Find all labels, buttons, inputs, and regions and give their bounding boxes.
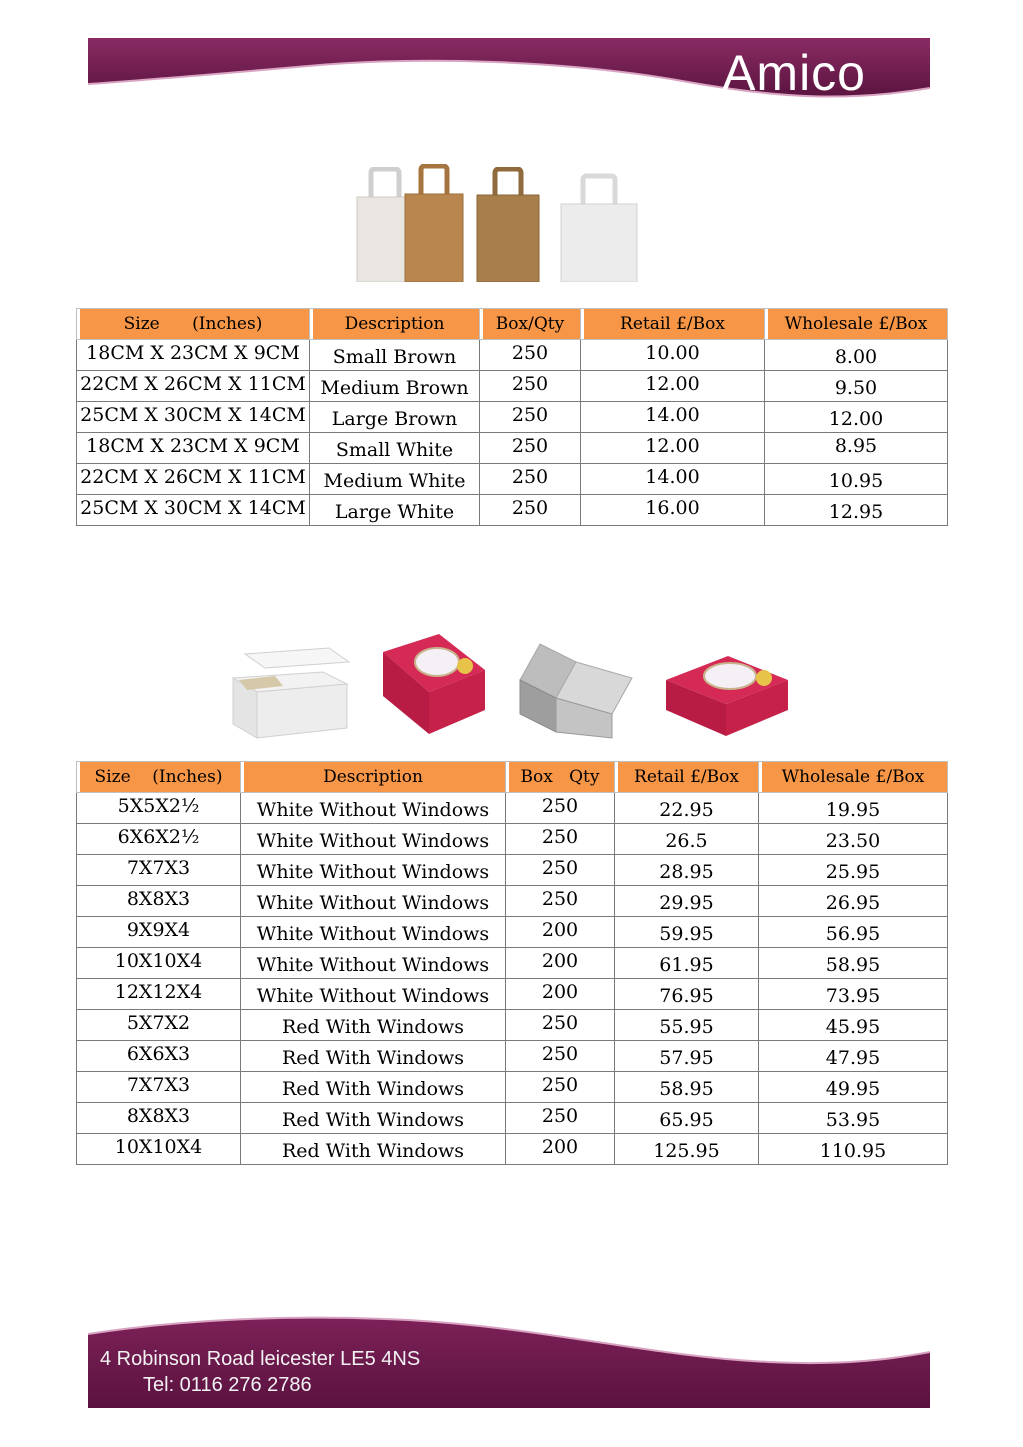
description-cell: Red With Windows xyxy=(241,1103,506,1134)
retail-cell: 55.95 xyxy=(615,1010,759,1041)
qty-cell: 200 xyxy=(506,979,615,1010)
table-row xyxy=(77,917,948,948)
table-row xyxy=(77,886,948,917)
retail-column-header: Retail £/Box xyxy=(615,762,759,793)
retail-cell: 22.95 xyxy=(615,793,759,824)
retail-cell: 14.00 xyxy=(581,402,765,433)
size-cell: 10X10X4 xyxy=(77,948,241,979)
qty-column-header: Box Qty xyxy=(506,762,615,793)
size-cell: 25CM X 30CM X 14CM xyxy=(77,495,310,526)
boxes-price-table xyxy=(76,761,948,1165)
retail-cell: 58.95 xyxy=(615,1072,759,1103)
wholesale-cell: 12.00 xyxy=(765,402,948,433)
wholesale-cell: 9.50 xyxy=(765,371,948,402)
retail-cell: 61.95 xyxy=(615,948,759,979)
qty-cell: 200 xyxy=(506,1134,615,1165)
wholesale-cell: 73.95 xyxy=(759,979,948,1010)
size-cell: 8X8X3 xyxy=(77,1103,241,1134)
footer-address: 4 Robinson Road leicester LE5 4NS xyxy=(100,1348,421,1370)
description-column-header: Description xyxy=(310,309,480,340)
qty-cell: 250 xyxy=(480,464,581,495)
retail-cell: 65.95 xyxy=(615,1103,759,1134)
qty-cell: 250 xyxy=(480,402,581,433)
bags-gallery xyxy=(355,160,665,282)
boxes-gallery xyxy=(225,622,810,740)
size-cell: 6X6X3 xyxy=(77,1041,241,1072)
size-cell: 18CM X 23CM X 9CM xyxy=(77,433,310,464)
retail-cell: 125.95 xyxy=(615,1134,759,1165)
retail-cell: 57.95 xyxy=(615,1041,759,1072)
wholesale-cell: 56.95 xyxy=(759,917,948,948)
table-row xyxy=(77,1103,948,1134)
description-cell: Red With Windows xyxy=(241,1041,506,1072)
footer-banner xyxy=(88,1312,930,1408)
paper-bag-brown-icon xyxy=(403,164,465,282)
qty-cell: 250 xyxy=(480,433,581,464)
qty-cell: 250 xyxy=(506,824,615,855)
qty-cell: 250 xyxy=(506,1103,615,1134)
size-cell: 10X10X4 xyxy=(77,1134,241,1165)
size-cell: 22CM X 26CM X 11CM xyxy=(77,464,310,495)
wholesale-cell: 45.95 xyxy=(759,1010,948,1041)
size-cell: 25CM X 30CM X 14CM xyxy=(77,402,310,433)
retail-cell: 76.95 xyxy=(615,979,759,1010)
paper-bag-brown-icon xyxy=(475,167,541,282)
qty-cell: 250 xyxy=(506,886,615,917)
retail-cell: 12.00 xyxy=(581,371,765,402)
table-row xyxy=(77,1010,948,1041)
size-cell: 7X7X3 xyxy=(77,855,241,886)
table-row xyxy=(77,402,948,433)
size-cell: 9X9X4 xyxy=(77,917,241,948)
table-row xyxy=(77,464,948,495)
retail-cell: 12.00 xyxy=(581,433,765,464)
wholesale-cell: 12.95 xyxy=(765,495,948,526)
red-window-box-icon xyxy=(662,650,792,740)
description-cell: Red With Windows xyxy=(241,1010,506,1041)
retail-column-header: Retail £/Box xyxy=(581,309,765,340)
table-row xyxy=(77,433,948,464)
description-cell: White Without Windows xyxy=(241,917,506,948)
wholesale-column-header: Wholesale £/Box xyxy=(765,309,948,340)
table-header-row xyxy=(77,309,948,340)
description-cell: White Without Windows xyxy=(241,886,506,917)
white-cake-box-icon xyxy=(225,640,355,740)
wholesale-cell: 26.95 xyxy=(759,886,948,917)
description-column-header: Description xyxy=(241,762,506,793)
description-cell: Medium Brown xyxy=(310,371,480,402)
size-cell: 12X12X4 xyxy=(77,979,241,1010)
wholesale-cell: 53.95 xyxy=(759,1103,948,1134)
table-row xyxy=(77,793,948,824)
retail-cell: 28.95 xyxy=(615,855,759,886)
description-cell: White Without Windows xyxy=(241,824,506,855)
qty-cell: 250 xyxy=(480,371,581,402)
retail-cell: 29.95 xyxy=(615,886,759,917)
table-row xyxy=(77,824,948,855)
table-row xyxy=(77,948,948,979)
paper-bag-white-icon xyxy=(559,172,639,282)
table-header-row xyxy=(77,762,948,793)
retail-cell: 10.00 xyxy=(581,340,765,371)
wholesale-cell: 49.95 xyxy=(759,1072,948,1103)
table-row xyxy=(77,1041,948,1072)
qty-cell: 250 xyxy=(480,340,581,371)
description-cell: Medium White xyxy=(310,464,480,495)
qty-cell: 250 xyxy=(506,1072,615,1103)
size-cell: 5X5X2½ xyxy=(77,793,241,824)
qty-cell: 250 xyxy=(506,855,615,886)
size-cell: 8X8X3 xyxy=(77,886,241,917)
wholesale-cell: 8.00 xyxy=(765,340,948,371)
retail-cell: 16.00 xyxy=(581,495,765,526)
wholesale-cell: 23.50 xyxy=(759,824,948,855)
size-cell: 7X7X3 xyxy=(77,1072,241,1103)
footer-phone: Tel: 0116 276 2786 xyxy=(143,1374,312,1396)
qty-cell: 200 xyxy=(506,948,615,979)
retail-cell: 14.00 xyxy=(581,464,765,495)
wholesale-cell: 58.95 xyxy=(759,948,948,979)
description-cell: Small Brown xyxy=(310,340,480,371)
table-row xyxy=(77,1072,948,1103)
qty-cell: 250 xyxy=(480,495,581,526)
wholesale-column-header: Wholesale £/Box xyxy=(759,762,948,793)
wholesale-cell: 8.95 xyxy=(765,433,948,464)
qty-column-header: Box/Qty xyxy=(480,309,581,340)
size-cell: 6X6X2½ xyxy=(77,824,241,855)
table-row xyxy=(77,495,948,526)
wholesale-cell: 25.95 xyxy=(759,855,948,886)
size-cell: 22CM X 26CM X 11CM xyxy=(77,371,310,402)
wholesale-cell: 47.95 xyxy=(759,1041,948,1072)
wholesale-cell: 10.95 xyxy=(765,464,948,495)
retail-cell: 59.95 xyxy=(615,917,759,948)
retail-cell: 26.5 xyxy=(615,824,759,855)
bags-price-table xyxy=(76,308,948,526)
brand-logo-text: Amico xyxy=(722,45,866,101)
description-cell: Red With Windows xyxy=(241,1134,506,1165)
table-row xyxy=(77,371,948,402)
description-cell: Large Brown xyxy=(310,402,480,433)
description-cell: White Without Windows xyxy=(241,793,506,824)
qty-cell: 250 xyxy=(506,793,615,824)
description-cell: Small White xyxy=(310,433,480,464)
table-row xyxy=(77,340,948,371)
size-column-header: Size (Inches) xyxy=(77,762,241,793)
description-cell: Red With Windows xyxy=(241,1072,506,1103)
size-cell: 5X7X2 xyxy=(77,1010,241,1041)
header-banner xyxy=(88,38,930,108)
red-window-box-icon xyxy=(377,630,492,740)
table-row xyxy=(77,855,948,886)
table-row xyxy=(77,1134,948,1165)
description-cell: White Without Windows xyxy=(241,855,506,886)
qty-cell: 200 xyxy=(506,917,615,948)
qty-cell: 250 xyxy=(506,1041,615,1072)
size-column-header: Size (Inches) xyxy=(77,309,310,340)
white-folding-box-icon xyxy=(516,640,636,740)
description-cell: Large White xyxy=(310,495,480,526)
qty-cell: 250 xyxy=(506,1010,615,1041)
size-cell: 18CM X 23CM X 9CM xyxy=(77,340,310,371)
wholesale-cell: 110.95 xyxy=(759,1134,948,1165)
description-cell: White Without Windows xyxy=(241,979,506,1010)
table-row xyxy=(77,979,948,1010)
wholesale-cell: 19.95 xyxy=(759,793,948,824)
description-cell: White Without Windows xyxy=(241,948,506,979)
